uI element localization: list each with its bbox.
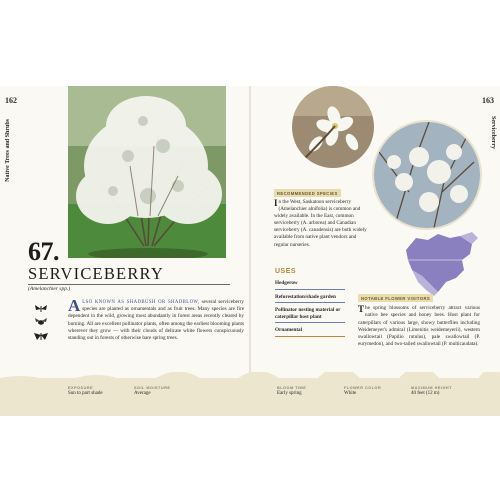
recommended-species-text [274, 199, 372, 249]
torn-edge [0, 372, 500, 382]
serviceberry-flower-closeup [292, 86, 374, 168]
serviceberry-branches-photo [372, 120, 482, 230]
fact-maximum-height: MAXIMUM HEIGHT 40 feet (12 m) [411, 386, 452, 396]
intro-text: several serviceberry species are planted as ornamentals and as fruit trees. Many species are fire dependent in the wild, growing most abundantly in forest areas recently cleared by burning. All are excellent pollinator plants, often among the earliest blooming plants wherever they grow — with their clouds of delicate white flowers conspicuously standing out in forests of otherwise bare spring trees. [68, 299, 244, 342]
entry-number: 67. [28, 237, 59, 266]
left-page-number: 162 [5, 96, 17, 105]
flower-visitors-text [358, 305, 480, 349]
bee-icon [34, 318, 48, 326]
moth-icon [34, 332, 48, 341]
fact-soil-moisture: SOIL MOISTURE Average [134, 386, 171, 396]
recommended-body: n the West, Saskatoon serviceberry (Amelanchier alnifolia) is common and widely available. In the East, common serviceberry (A. arborea) and Canadian serviceberry (A. canadensis) are both widely available from native plant vendors and regular nurseries. [274, 199, 367, 248]
fact-bloom-time: BLOOM TIME Early spring [277, 386, 307, 396]
book-spread [0, 86, 500, 416]
use-item: Hedgerow [275, 279, 345, 290]
intro-paragraph [68, 296, 244, 342]
recommended-dropcap: I [274, 198, 278, 208]
intro-lead: LSO KNOWN AS SHADBUSH OR SHADBLOW, [82, 300, 200, 305]
visitors-body: he spring blossoms of serviceberry attract various native bee species and honey bees. Host plant for caterpillars of various large, showy butterflies including Weidemeyer's admiral (Limenitis weidemeyerii), western swallowtail (Papilio rutulus), pale swallowtail (P. eurymedon), and two-tailed swallowtail (P. multicaudata). [358, 305, 480, 348]
title-divider [28, 284, 230, 285]
scientific-name: (Amelanchier spp.) [28, 286, 71, 292]
uses-list [275, 279, 345, 340]
page-gutter [249, 86, 251, 416]
fact-flower-color: FLOWER COLOR White [344, 386, 382, 396]
recommended-species-label: RECOMMENDED SPECIES [274, 189, 341, 197]
flower-visitors-label: NOTABLE FLOWER VISITORS [358, 294, 433, 302]
north-america-range-map [398, 230, 480, 298]
left-side-tab: Native Trees and Shrubs [5, 119, 11, 182]
right-page-number: 163 [482, 96, 494, 105]
intro-dropcap: A [68, 296, 81, 315]
serviceberry-shrub-photo [68, 86, 226, 258]
visitors-dropcap: T [358, 304, 365, 314]
use-item: Ornamental [275, 326, 345, 337]
fact-exposure: EXPOSURE Sun to part shade [68, 386, 103, 396]
page-title: SERVICEBERRY [28, 264, 164, 283]
use-item: Pollinator nesting material or caterpillar host plant [275, 306, 345, 323]
use-item: Reforestation/shade garden [275, 293, 345, 304]
butterfly-icon [34, 305, 48, 313]
right-side-tab: Serviceberry [490, 116, 496, 149]
facts-band [0, 378, 500, 416]
uses-heading: USES [275, 268, 297, 275]
